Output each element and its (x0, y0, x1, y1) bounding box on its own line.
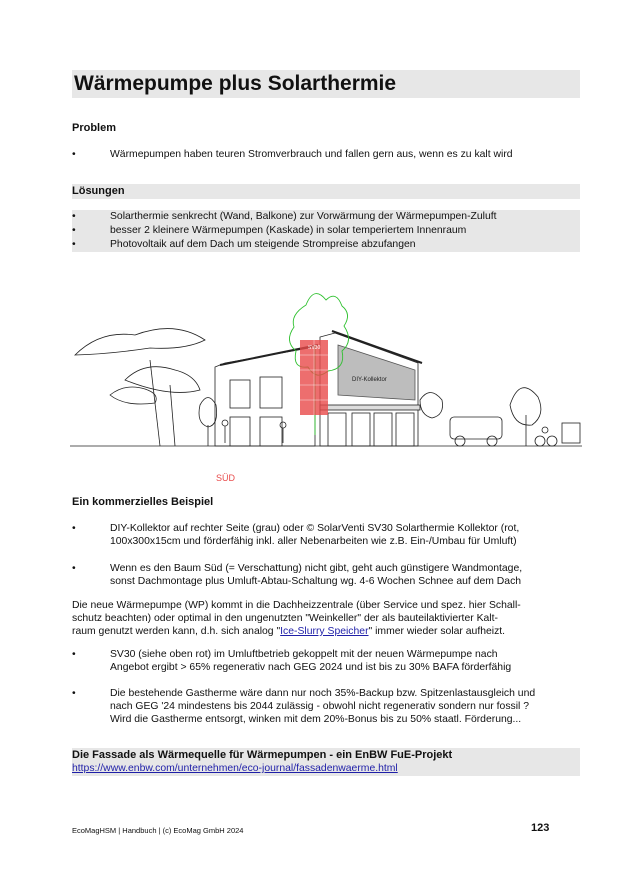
example-item-1-line-2: 100x300x15cm und förderfähig inkl. aller Nebenarbeiten wie z.B. Ein-/Umbau für Umluft) (110, 536, 517, 547)
example-item-1-line-1: DIY-Kollektor auf rechter Seite (grau) oder © SolarVenti SV30 Solarthermie Kollektor (rot, (110, 523, 520, 534)
bullet: • (72, 211, 76, 222)
problem-heading: Problem (72, 122, 117, 134)
bullet: • (72, 239, 76, 250)
paragraph-text: raum genutzt werden kann, d.h. sich analog " (72, 626, 281, 637)
example-paragraph-line-3 (72, 625, 505, 638)
bullet: • (72, 649, 76, 660)
solution-item: Photovoltaik auf dem Dach um steigende Strompreise abzufangen (110, 239, 416, 250)
ice-slurry-link[interactable]: Ice-Slurry Speicher (280, 626, 369, 637)
bullet: • (72, 149, 76, 160)
facade-link[interactable]: https://www.enbw.com/unternehmen/eco-journal/fassadenwaerme.html (72, 763, 398, 774)
solution-item: Solarthermie senkrecht (Wand, Balkone) zur Vorwärmung der Wärmepumpen-Zuluft (110, 211, 497, 222)
solution-item: besser 2 kleinere Wärmepumpen (Kaskade) in solar temperiertem Innenraum (110, 225, 467, 236)
footer-text: EcoMagHSM | Handbuch | (c) EcoMag GmbH 2024 (72, 826, 244, 835)
example-item-3-line-1: SV30 (siehe oben rot) im Umluftbetrieb gekoppelt mit der neuen Wärmepumpe nach (110, 649, 498, 660)
facade-heading: Die Fassade als Wärmequelle für Wärmepumpen - ein EnBW FuE-Projekt (72, 749, 453, 761)
bullet: • (72, 225, 76, 236)
example-item-2-line-2: sonst Dachmontage plus Umluft-Abtau-Schaltung wg. 4-6 Wochen Schnee auf dem Dach (110, 576, 522, 587)
bullet: • (72, 523, 76, 534)
sv30-label: SV30 (308, 345, 321, 351)
example-paragraph-line-2: schutz beachten) oder optimal in den ungenutzten "Weinkeller" der als bauteilaktivierter Kalt- (72, 613, 498, 624)
example-item-2-line-1: Wenn es den Baum Süd (= Verschattung) nicht gibt, geht auch günstigere Wandmontage, (110, 563, 523, 574)
example-item-3-line-2: Angebot ergibt > 65% regenerativ nach GEG 2024 und ist bis zu 30% BAFA förderfähig (110, 662, 512, 673)
example-item-4-line-1: Die bestehende Gastherme wäre dann nur noch 35%-Backup bzw. Spitzenlastausgleich und (110, 688, 536, 699)
example-item-4-line-2: nach GEG '24 mindestens bis 2044 zulässig - obwohl nicht regenerativ sondern nur fossil ? (110, 701, 529, 712)
south-label: SÜD (216, 473, 236, 483)
page-title: Wärmepumpe plus Solarthermie (72, 70, 580, 98)
example-item-4-line-3: Wird die Gastherme entsorgt, winken mit dem 20%-Bonus bis zu 50% staatl. Förderung... (110, 714, 522, 725)
example-heading: Ein kommerzielles Beispiel (72, 496, 214, 508)
paragraph-text: " immer wieder solar aufheizt. (368, 626, 506, 637)
house-illustration (70, 285, 582, 485)
bullet: • (72, 563, 76, 574)
problem-item: Wärmepumpen haben teuren Stromverbrauch und fallen gern aus, wenn es zu kalt wird (110, 149, 513, 160)
page-number: 123 (531, 822, 550, 834)
solutions-heading: Lösungen (72, 184, 580, 199)
solutions-list (72, 210, 580, 252)
bullet: • (72, 688, 76, 699)
example-paragraph-line-1: Die neue Wärmepumpe (WP) kommt in die Dachheizzentrale (über Service und spez. hier Schall- (72, 600, 521, 611)
collector-label: DIY-Kollektor (352, 377, 387, 383)
facade-box (72, 748, 580, 776)
